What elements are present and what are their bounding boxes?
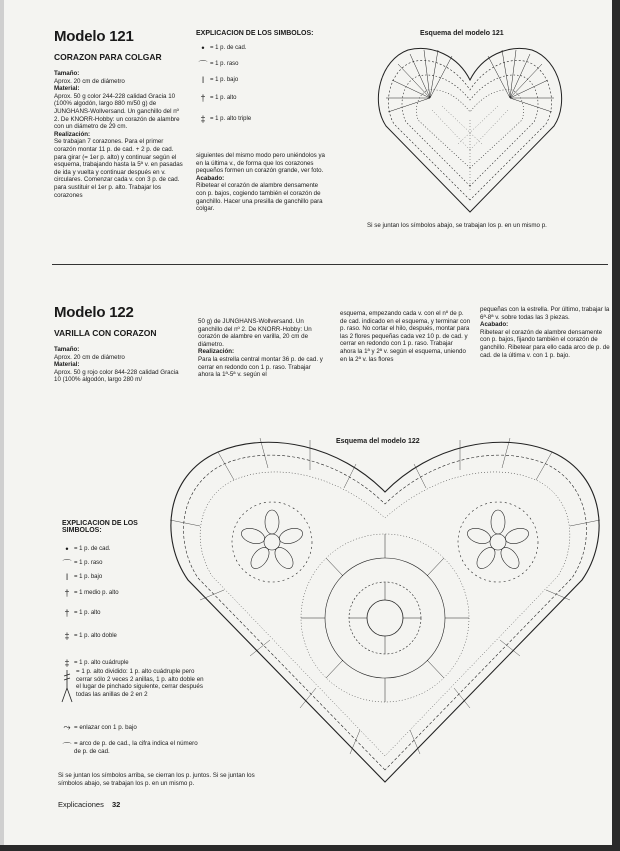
acabado-text: Ribetear el corazón de alambre densamente con p. bajos, cogiendo también el corazón de ganchillo. Hacer una presilla de ganchillo para colgar.	[196, 182, 323, 213]
triple-crochet-icon: ‡	[200, 114, 206, 124]
symbol-row	[60, 556, 170, 570]
symbol-row	[60, 570, 170, 584]
size-heading: Tamaño:	[54, 70, 80, 77]
model-121-column-1	[54, 70, 184, 199]
model-122-symbols-title: EXPLICACION DE LOS SIMBOLOS:	[62, 520, 138, 534]
model-121-heart-diagram	[372, 40, 568, 220]
model-122-scheme-title: Esquema del modelo 122	[336, 438, 420, 445]
size-text: Aprox. 20 cm de diámetro	[54, 353, 125, 361]
model-122-symbol-list	[60, 542, 170, 678]
model-122-column-1	[54, 346, 186, 384]
single-crochet-icon: ǀ	[201, 75, 205, 85]
symbol-label: = 1 medio p. alto	[74, 590, 119, 596]
model-121-column-2	[196, 152, 326, 213]
double-crochet-icon: †	[64, 608, 70, 618]
model-121-scheme-title: Esquema del modelo 121	[420, 30, 504, 37]
symbol-row	[196, 40, 316, 56]
split-stitch-icon	[60, 668, 74, 704]
column-2-text: siguientes del mismo modo pero uniéndolos ya en la última v., de forma que los corazones pequeños formen un corazón grande, ver foto.	[196, 152, 325, 175]
chain-stitch-icon: •	[65, 544, 69, 554]
symbol-label: = 1 p. raso	[74, 560, 103, 566]
symbol-label: = 1 p. bajo	[74, 574, 103, 580]
slip-stitch-icon: ⌒	[198, 59, 208, 70]
symbol-row	[60, 584, 170, 602]
column-4-text: pequeñas con la estrella. Por último, trabajar la 6ª-8ª v. sobre todas las 3 piezas.	[480, 306, 610, 321]
material-text: Aprox. 50 g color 244-228 calidad Gracia 10 (100% algodón, largo 880 m/50 g) de JUNGHANS-Wollversand. Un ganchillo del nº 2. De KNORR-Hobby: un corazón de alambre con un diámetro de 29 cm.	[54, 92, 180, 131]
model-122-column-4	[480, 306, 610, 359]
join-icon: ⤳	[63, 722, 71, 732]
symbol-row	[196, 72, 316, 88]
model-121-subtitle: CORAZON PARA COLGAR	[54, 52, 162, 62]
realizacion-text: Para la estrella central montar 36 p. de cad. y cerrar en redondo con 1 p. raso. Trabajar ahora la 1ª-5ª v. según el	[198, 355, 323, 379]
model-121-title: Modelo 121	[54, 28, 134, 45]
model-121-scheme-note: Si se juntan los símbolos abajo, se trabajan los p. en un mismo p.	[367, 222, 547, 229]
quadruple-crochet-icon: ‡	[64, 658, 70, 668]
symbol-special-label: = 1 p. alto dividido: 1 p. alto cuádruple pero cerrar sólo 2 veces 2 anillas, 1 p. alto doble en el lugar de pinchado siguiente, cerrar después todas las anillas de 2 en 2	[76, 668, 204, 698]
acabado-heading: Acabado:	[480, 321, 509, 329]
realizacion-heading: Realización:	[198, 348, 235, 356]
symbol-label: = 1 p. alto	[74, 610, 101, 616]
single-crochet-icon: ǀ	[65, 572, 69, 582]
material-heading: Material:	[54, 85, 80, 93]
material-text: Aprox. 50 g rojo color 844-228 calidad Gracia 10 (100% algodón, largo 280 m/	[54, 368, 179, 384]
symbol-label: = 1 p. alto triple	[210, 116, 252, 122]
chain-arc-icon: ⌒	[62, 742, 72, 752]
model-121-symbol-list	[196, 40, 316, 130]
model-121-symbols-title: EXPLICACION DE LOS SIMBOLOS:	[196, 30, 314, 37]
symbol-label: = 1 p. de cad.	[210, 45, 247, 51]
material-heading: Material:	[54, 361, 80, 369]
chain-stitch-icon: •	[201, 43, 205, 53]
footer	[58, 800, 120, 809]
symbol-special-row	[60, 668, 210, 704]
page-edge-right	[612, 0, 620, 851]
size-text: Aprox. 20 cm de diámetro	[54, 77, 125, 85]
symbol-row	[196, 56, 316, 72]
realizacion-text: Se trabajan 7 corazones. Para el primer corazón montar 11 p. de cad. + 2 p. de cad. para girar (= 1er p. alto) y continuar según el esquema, trabajando hasta la 5ª v. en pasadas de ida y vuelta y continuar después en v. circulares. Comenzar cada v. con 3 p. de cad. para sustituir el 1er p. alto. Trabajar los corazones	[54, 138, 183, 199]
symbol-row	[60, 542, 170, 556]
acabado-text: Ribetear el corazón de alambre densamente con p. bajos, fijando también el corazón de ganchillo. Ribetear para ello cada arco de p. de cad. de la última v. con 1 p. bajo.	[480, 328, 610, 359]
symbol-row	[196, 88, 316, 108]
section-divider	[52, 264, 608, 265]
symbol-enlazar-row	[60, 722, 210, 733]
model-122-subtitle: VARILLA CON CORAZON	[54, 328, 157, 338]
symbol-label: = 1 p. bajo	[210, 77, 239, 83]
symbol-label: = 1 p. raso	[210, 61, 239, 67]
symbol-label: = 1 p. alto doble	[74, 633, 117, 639]
page-number: 32	[111, 800, 121, 809]
model-122-column-2	[198, 318, 326, 379]
slip-stitch-icon: ⌒	[62, 558, 72, 569]
half-double-crochet-icon: †	[64, 588, 70, 598]
model-122-column-3: esquema, empezando cada v. con el nº de p. de cad. indicado en el esquema, y terminar con p. raso. No cortar el hilo, después, montar para las 2 flores pequeñas cada vez 10 p. de cad. y cerrar en redondo con 1 p. raso. Trabajar ahora la 1ª y 2ª v. según el esquema, uniendo en la 2ª v. las flores	[340, 310, 471, 363]
model-122-title: Modelo 122	[54, 304, 134, 321]
symbol-row	[60, 624, 170, 648]
realizacion-heading: Realización:	[54, 130, 91, 138]
treble-crochet-icon: ‡	[64, 631, 70, 641]
symbol-arco-label: = arco de p. de cad., la cifra indica el número de p. de cad.	[74, 740, 198, 755]
symbol-row	[60, 602, 170, 624]
column-2-text: 50 g) de JUNGHANS-Wollversand. Un ganchillo del nº 2. De KNORR-Hobby: Un corazón de alambre en varilla, 20 cm de diámetro.	[198, 318, 312, 348]
footer-section: Explicaciones	[58, 800, 104, 809]
symbol-arco-row	[60, 740, 210, 755]
page-edge-bottom	[0, 845, 620, 851]
size-heading: Tamaño:	[54, 346, 80, 353]
model-122-note: Si se juntan los símbolos arriba, se cierran los p. juntos. Si se juntan los símbolos abajo, se trabajan los p. en un mismo p.	[58, 772, 255, 787]
model-122-heart-diagram	[160, 430, 610, 790]
acabado-heading: Acabado:	[196, 174, 225, 182]
symbol-label: = 1 p. alto	[210, 95, 237, 101]
page-edge-left	[0, 0, 4, 851]
symbol-label: = 1 p. de cad.	[74, 546, 111, 552]
symbol-enlazar-label: = enlazar con 1 p. bajo	[74, 723, 137, 731]
symbol-row	[196, 108, 316, 130]
double-crochet-icon: †	[200, 93, 206, 103]
symbol-label: = 1 p. alto cuádruple	[74, 660, 129, 666]
